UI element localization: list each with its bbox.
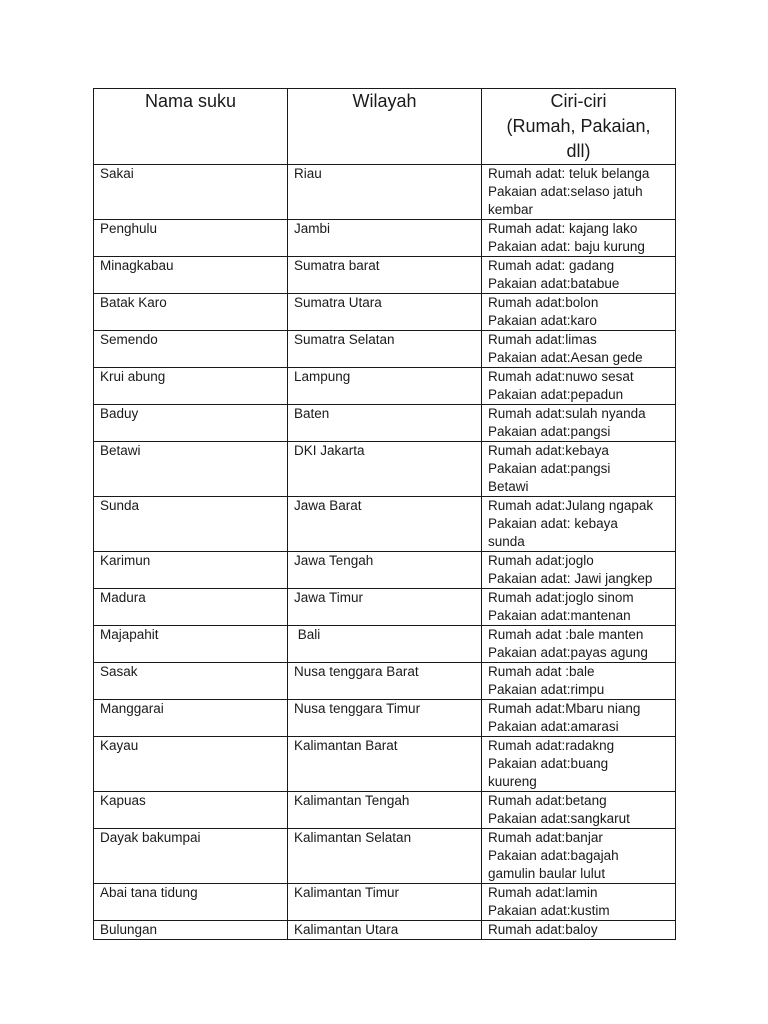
cell-ciri-ciri bbox=[482, 368, 676, 405]
cell-ciri-ciri bbox=[482, 405, 676, 442]
cell-wilayah: Kalimantan Barat bbox=[288, 737, 482, 792]
ciri-line: Betawi bbox=[488, 479, 529, 494]
suku-table bbox=[93, 88, 676, 940]
cell-ciri-ciri bbox=[482, 589, 676, 626]
cell-ciri-ciri bbox=[482, 552, 676, 589]
ciri-line: Pakaian adat:bagajah bbox=[488, 848, 619, 863]
ciri-line: gamulin baular lulut bbox=[488, 866, 606, 881]
ciri-line: Pakaian adat:batabue bbox=[488, 276, 620, 291]
cell-nama-suku: Bulungan bbox=[94, 921, 288, 940]
cell-nama-suku: Minagkabau bbox=[94, 257, 288, 294]
ciri-line: Rumah adat:sulah nyanda bbox=[488, 406, 646, 421]
cell-nama-suku: Sunda bbox=[94, 497, 288, 552]
cell-wilayah: Nusa tenggara Barat bbox=[288, 663, 482, 700]
table-row bbox=[94, 442, 676, 497]
cell-wilayah: Kalimantan Selatan bbox=[288, 829, 482, 884]
cell-wilayah: DKI Jakarta bbox=[288, 442, 482, 497]
ciri-line: Pakaian adat:pangsi bbox=[488, 424, 611, 439]
ciri-line: Rumah adat:joglo sinom bbox=[488, 590, 634, 605]
ciri-line: kembar bbox=[488, 202, 534, 217]
ciri-line: Rumah adat:limas bbox=[488, 332, 597, 347]
table-row bbox=[94, 257, 676, 294]
ciri-line: Pakaian adat:pepadun bbox=[488, 387, 624, 402]
cell-ciri-ciri bbox=[482, 737, 676, 792]
cell-wilayah: Kalimantan Timur bbox=[288, 884, 482, 921]
table-row bbox=[94, 552, 676, 589]
cell-wilayah: Baten bbox=[288, 405, 482, 442]
ciri-line: Rumah adat:nuwo sesat bbox=[488, 369, 634, 384]
table-row bbox=[94, 663, 676, 700]
table-row bbox=[94, 405, 676, 442]
cell-nama-suku: Karimun bbox=[94, 552, 288, 589]
cell-wilayah: Sumatra Utara bbox=[288, 294, 482, 331]
header-wilayah: Wilayah bbox=[288, 89, 482, 165]
ciri-line: Rumah adat:joglo bbox=[488, 553, 594, 568]
ciri-line: Pakaian adat: kebaya bbox=[488, 516, 618, 531]
table-row bbox=[94, 368, 676, 405]
table-row bbox=[94, 331, 676, 368]
cell-wilayah: Jawa Tengah bbox=[288, 552, 482, 589]
ciri-line: Rumah adat:banjar bbox=[488, 830, 603, 845]
header-ciri-line: dll) bbox=[566, 141, 591, 161]
ciri-line: Pakaian adat:rimpu bbox=[488, 682, 605, 697]
cell-ciri-ciri bbox=[482, 220, 676, 257]
ciri-line: Rumah adat :bale manten bbox=[488, 627, 644, 642]
cell-nama-suku: Kapuas bbox=[94, 792, 288, 829]
table-header bbox=[94, 89, 676, 165]
ciri-line: Rumah adat:Julang ngapak bbox=[488, 498, 654, 513]
table-row bbox=[94, 829, 676, 884]
cell-wilayah: Sumatra barat bbox=[288, 257, 482, 294]
ciri-line: Rumah adat: kajang lako bbox=[488, 221, 638, 236]
table-row bbox=[94, 589, 676, 626]
cell-ciri-ciri bbox=[482, 294, 676, 331]
table-row bbox=[94, 737, 676, 792]
ciri-line: Pakaian adat:kustim bbox=[488, 903, 610, 918]
header-ciri-ciri bbox=[482, 89, 676, 165]
ciri-line: Rumah adat: teluk belanga bbox=[488, 166, 650, 181]
cell-ciri-ciri bbox=[482, 829, 676, 884]
ciri-line: Pakaian adat:payas agung bbox=[488, 645, 648, 660]
cell-ciri-ciri bbox=[482, 626, 676, 663]
ciri-line: Rumah adat:radakng bbox=[488, 738, 615, 753]
table-row bbox=[94, 921, 676, 940]
table-row bbox=[94, 165, 676, 220]
table-row bbox=[94, 220, 676, 257]
cell-ciri-ciri bbox=[482, 921, 676, 940]
cell-ciri-ciri bbox=[482, 442, 676, 497]
ciri-line: Rumah adat:kebaya bbox=[488, 443, 609, 458]
ciri-line: Pakaian adat: baju kurung bbox=[488, 239, 645, 254]
table-row bbox=[94, 294, 676, 331]
cell-ciri-ciri bbox=[482, 884, 676, 921]
cell-nama-suku: Madura bbox=[94, 589, 288, 626]
cell-wilayah: Bali bbox=[288, 626, 482, 663]
cell-nama-suku: Penghulu bbox=[94, 220, 288, 257]
cell-nama-suku: Baduy bbox=[94, 405, 288, 442]
table-body bbox=[94, 165, 676, 940]
ciri-line: Pakaian adat:pangsi bbox=[488, 461, 611, 476]
table-row bbox=[94, 792, 676, 829]
ciri-line: Rumah adat:baloy bbox=[488, 922, 598, 937]
cell-nama-suku: Sakai bbox=[94, 165, 288, 220]
cell-ciri-ciri bbox=[482, 792, 676, 829]
cell-ciri-ciri bbox=[482, 331, 676, 368]
cell-wilayah: Riau bbox=[288, 165, 482, 220]
ciri-line: Pakaian adat: Jawi jangkep bbox=[488, 571, 653, 586]
ciri-line: Pakaian adat:selaso jatuh bbox=[488, 184, 643, 199]
ciri-line: Pakaian adat:buang bbox=[488, 756, 609, 771]
ciri-line: Pakaian adat:Aesan gede bbox=[488, 350, 643, 365]
cell-nama-suku: Krui abung bbox=[94, 368, 288, 405]
cell-nama-suku: Betawi bbox=[94, 442, 288, 497]
cell-wilayah: Jawa Barat bbox=[288, 497, 482, 552]
header-row bbox=[94, 89, 676, 165]
cell-nama-suku: Majapahit bbox=[94, 626, 288, 663]
cell-ciri-ciri bbox=[482, 165, 676, 220]
table-row bbox=[94, 884, 676, 921]
cell-wilayah: Kalimantan Tengah bbox=[288, 792, 482, 829]
cell-ciri-ciri bbox=[482, 257, 676, 294]
header-ciri-line: Ciri-ciri bbox=[550, 91, 607, 111]
cell-wilayah: Sumatra Selatan bbox=[288, 331, 482, 368]
ciri-line: Rumah adat: gadang bbox=[488, 258, 615, 273]
ciri-line: kuureng bbox=[488, 774, 537, 789]
cell-wilayah: Jawa Timur bbox=[288, 589, 482, 626]
ciri-line: Pakaian adat:amarasi bbox=[488, 719, 619, 734]
cell-wilayah: Kalimantan Utara bbox=[288, 921, 482, 940]
ciri-line: Pakaian adat:sangkarut bbox=[488, 811, 630, 826]
ciri-line: sunda bbox=[488, 534, 525, 549]
ciri-line: Rumah adat:bolon bbox=[488, 295, 599, 310]
cell-nama-suku: Sasak bbox=[94, 663, 288, 700]
ciri-line: Rumah adat :bale bbox=[488, 664, 595, 679]
table-row bbox=[94, 497, 676, 552]
cell-nama-suku: Kayau bbox=[94, 737, 288, 792]
cell-wilayah: Jambi bbox=[288, 220, 482, 257]
cell-wilayah: Nusa tenggara Timur bbox=[288, 700, 482, 737]
ciri-line: Rumah adat:betang bbox=[488, 793, 607, 808]
header-ciri-line: (Rumah, Pakaian, bbox=[506, 116, 651, 136]
ciri-line: Pakaian adat:karo bbox=[488, 313, 597, 328]
header-nama-suku: Nama suku bbox=[94, 89, 288, 165]
cell-nama-suku: Semendo bbox=[94, 331, 288, 368]
cell-nama-suku: Dayak bakumpai bbox=[94, 829, 288, 884]
cell-nama-suku: Abai tana tidung bbox=[94, 884, 288, 921]
cell-ciri-ciri bbox=[482, 700, 676, 737]
ciri-line: Rumah adat:Mbaru niang bbox=[488, 701, 641, 716]
cell-nama-suku: Manggarai bbox=[94, 700, 288, 737]
table-row bbox=[94, 700, 676, 737]
ciri-line: Pakaian adat:mantenan bbox=[488, 608, 631, 623]
cell-ciri-ciri bbox=[482, 497, 676, 552]
ciri-line: Rumah adat:lamin bbox=[488, 885, 598, 900]
table-row bbox=[94, 626, 676, 663]
cell-wilayah: Lampung bbox=[288, 368, 482, 405]
cell-ciri-ciri bbox=[482, 663, 676, 700]
cell-nama-suku: Batak Karo bbox=[94, 294, 288, 331]
